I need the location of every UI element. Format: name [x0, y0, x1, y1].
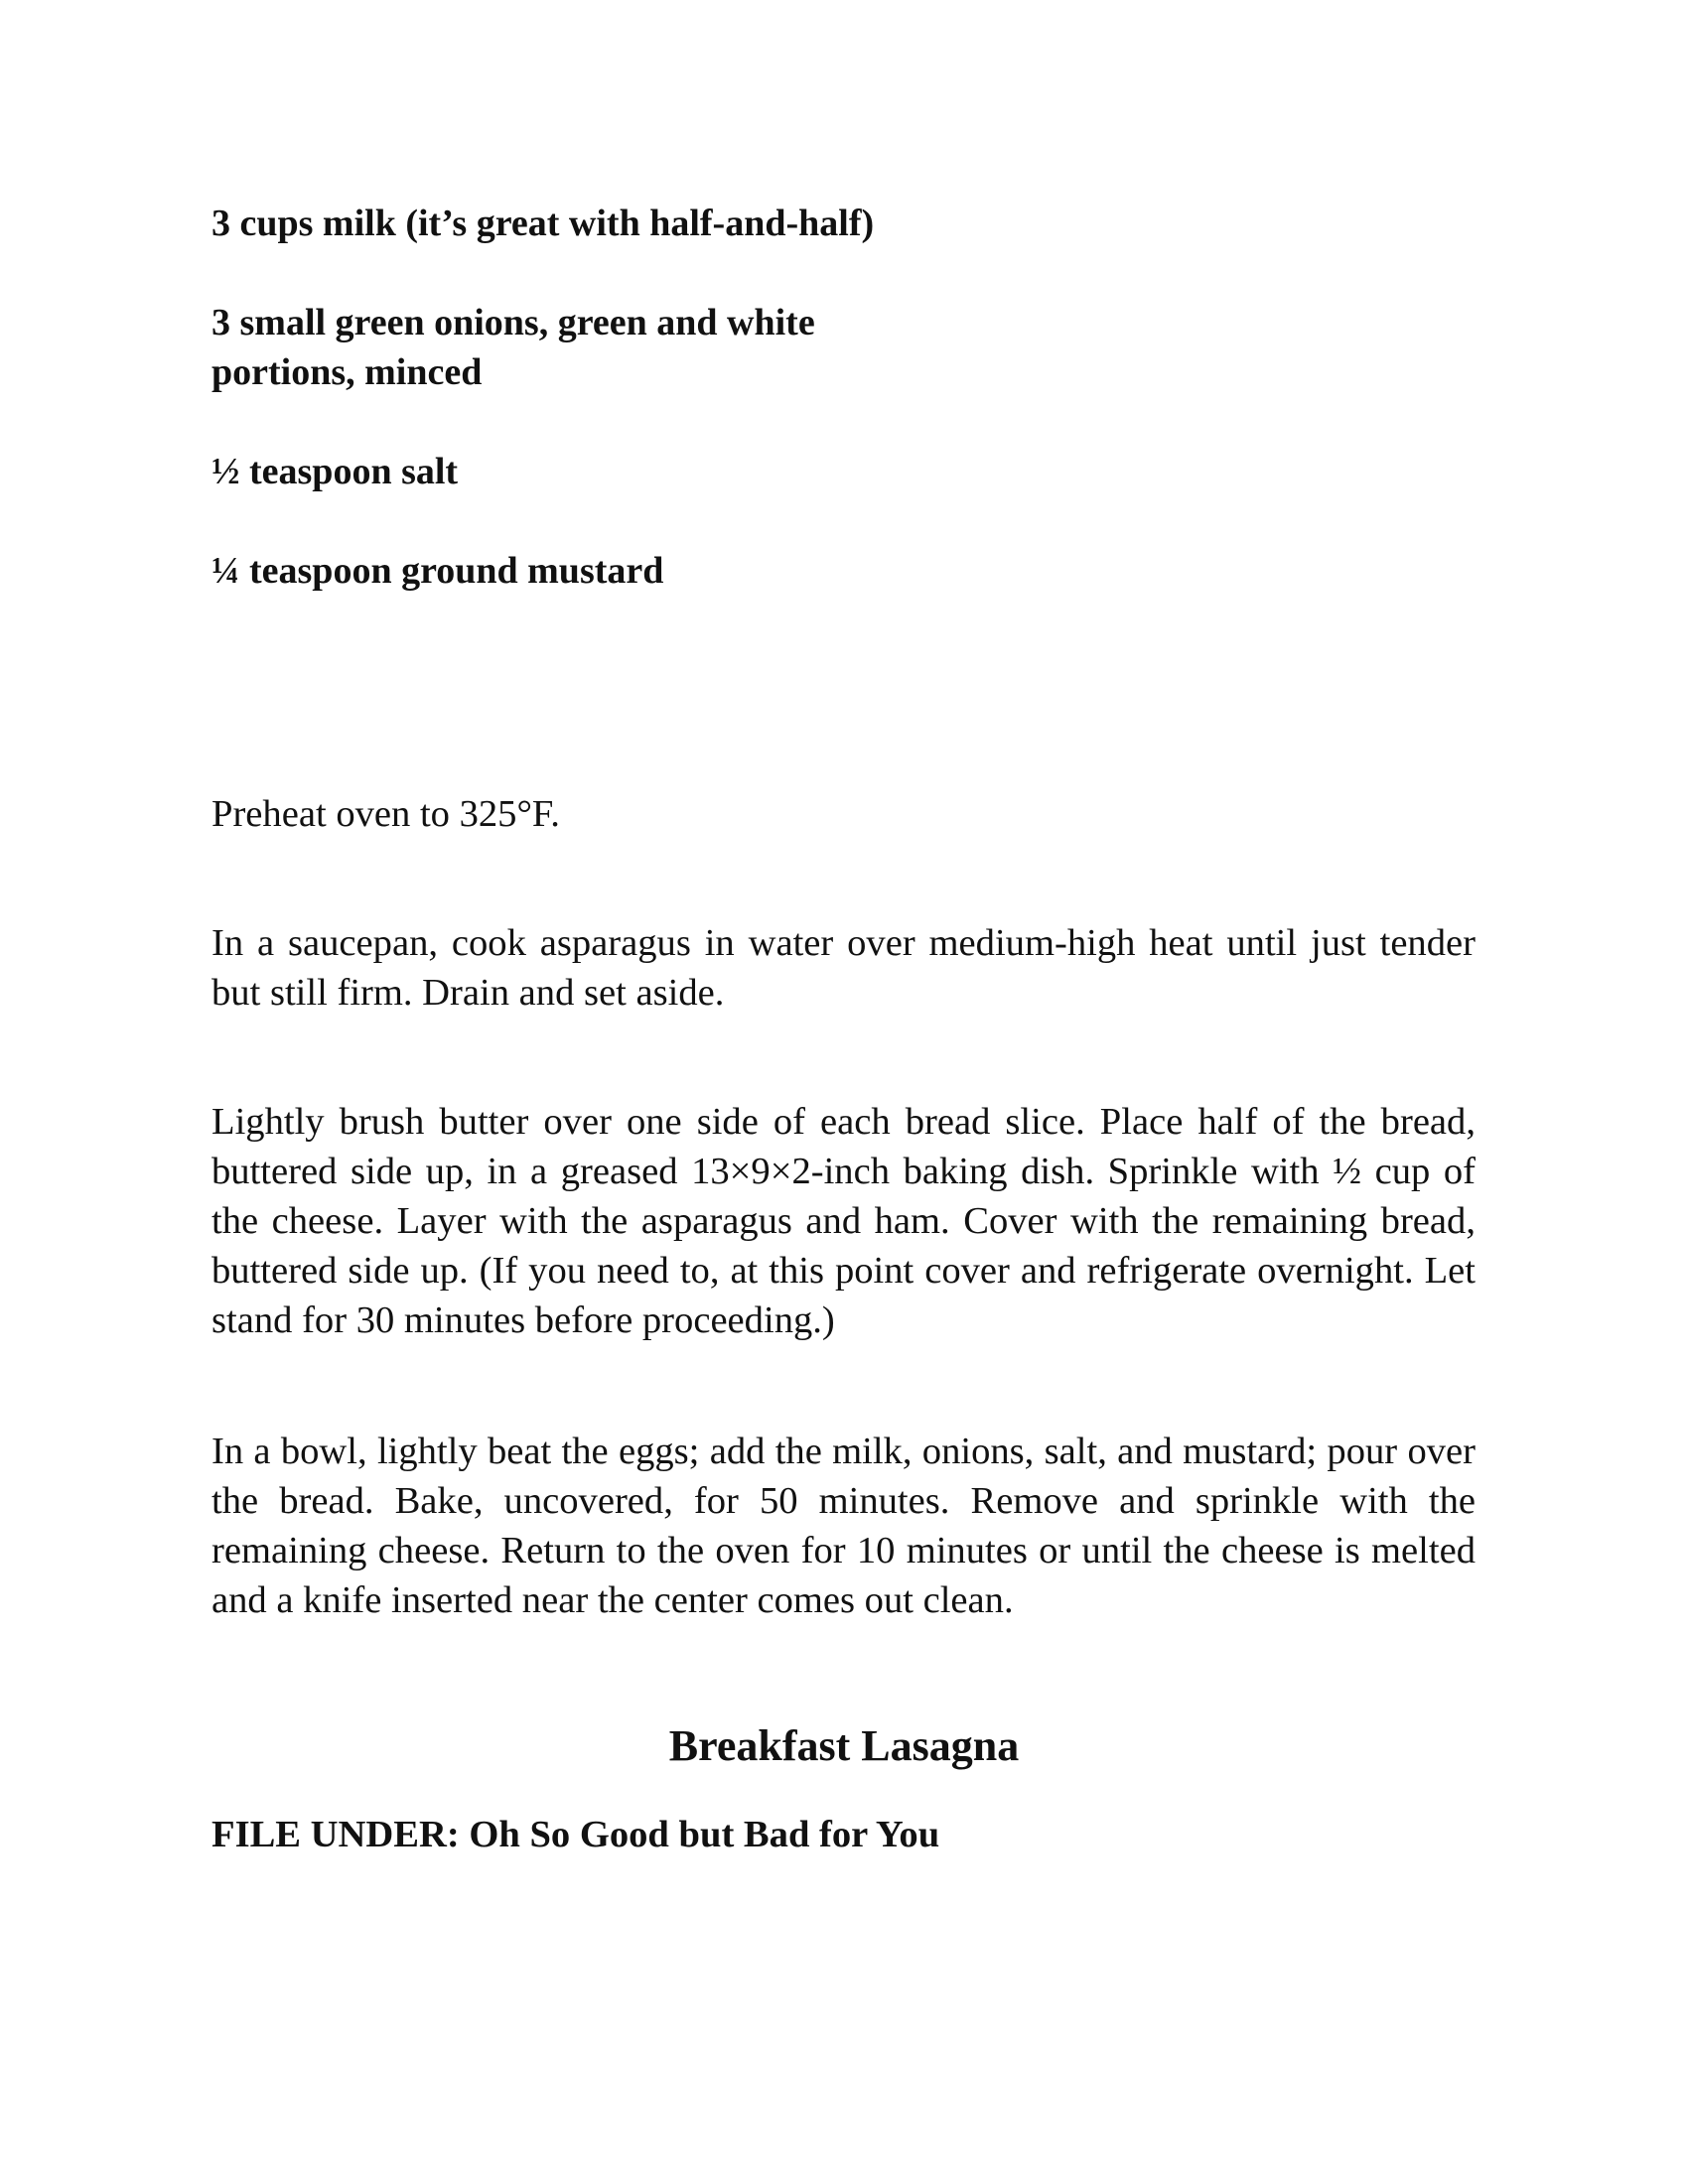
ingredient-milk: 3 cups milk (it’s great with half-and-half) — [211, 203, 875, 244]
direction-bake: In a bowl, lightly beat the eggs; add the milk, onions, salt, and mustard; pour over the bread. Bake, uncovered, for 50 minutes. Remove and sprinkle with the remaining cheese. Return to the oven for 10 minutes or until the cheese is melted and a knife inserted near the center comes out clean. — [211, 1431, 1476, 1621]
file-under-label: FILE UNDER: Oh So Good but Bad for You — [211, 1814, 940, 1855]
recipe-title: Breakfast Lasagna — [668, 1721, 1020, 1770]
direction-layer-bread: Lightly brush butter over one side of each bread slice. Place half of the bread, buttered side up, in a greased 13×9×2-inch baking dish. Sprinkle with ½ cup of the cheese. Layer with the asparagus and ham. Cover with the remaining bread, buttered side up. (If you need to, at this point cover and refrigerate overnight. Let stand for 30 minutes before proceeding.) — [211, 1101, 1476, 1341]
direction-cook-asparagus: In a saucepan, cook asparagus in water over medium-high heat until just tender but still firm. Drain and set aside. — [211, 922, 1476, 1014]
ingredient-mustard: ¼ teaspoon ground mustard — [211, 550, 664, 592]
ingredient-green-onions: 3 small green onions, green and white portions, minced — [211, 302, 815, 393]
direction-preheat: Preheat oven to 325°F. — [211, 793, 560, 835]
ingredient-salt: ½ teaspoon salt — [211, 451, 459, 492]
